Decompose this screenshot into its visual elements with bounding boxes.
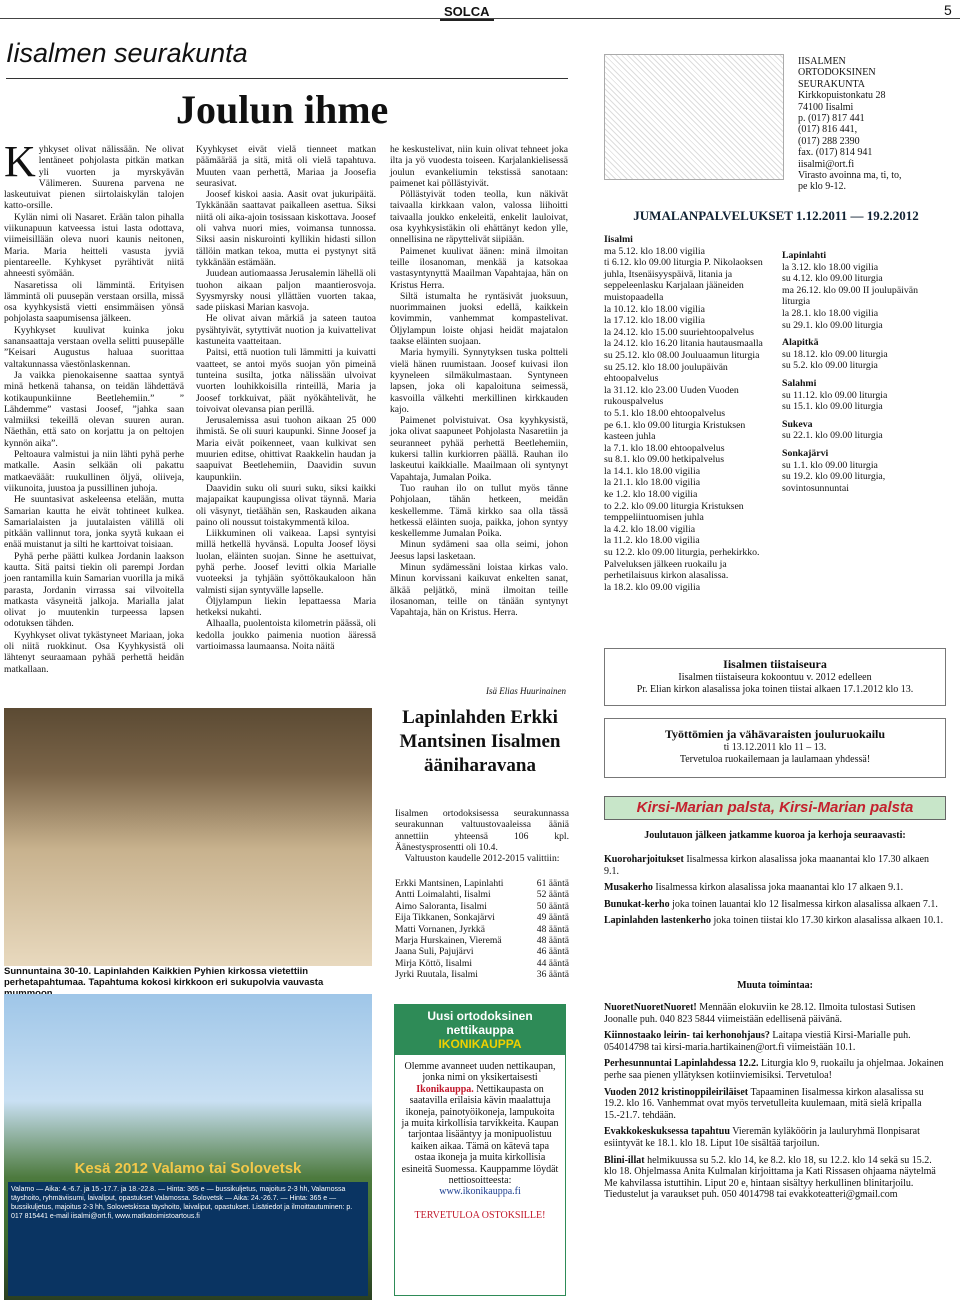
candidate-votes: 48 ääntä: [536, 923, 569, 935]
schedule-item: la 10.12. klo 18.00 vigilia: [604, 303, 705, 315]
candidate-name: Mirja Köttö, Iisalmi: [395, 957, 473, 969]
article-paragraph: He olivat aivan märkiä ja sateen tautoa pysähtyivät, sytyttivät nuotion ja kuivattelivat kastuneita vaatteitaan.: [196, 313, 376, 348]
schedule-item: ke 1.2. klo 18.00 vigilia: [604, 489, 698, 501]
article-paragraph: Pyhä perhe päätti kulkea Jordanin laakson kautta. Sitä paitsi tiekin oli parempi Jordan joen rantamilla kuin Samarian vuorilla ja mikä parasta, Jordanin virrassa sai vilvoitella matkasta väsyneitä jalkoja. Marialla jalat olivat jo muutenkin turpeessa lapsen odotuksen tähden.: [4, 550, 184, 630]
kirsi-item: [604, 882, 946, 894]
schedule-item: la 4.2. klo 18.00 vigilia: [604, 523, 696, 535]
article-paragraph: Joosef kiskoi aasia. Aasit ovat jukuripäitä. Tykkänään saattavat paikalleen asettua. Siksi niitä oli aika-ajoin tosissaan kiskottava. Joosef oli vahva nuori mies, voimansa tunnossa. Siksi aasin niskurointi kyllikin hidasti sillon tällöin matkan tekoa, mutta ei pystynyt sitä tykkänään estämään.: [196, 189, 376, 268]
article-paragraph: Alhaalla, puolentoista kilometrin päässä, oli kedolla joukko paimenia nuotion ääressä vartioimassa laumaansa. Noita näitä: [196, 618, 376, 653]
jouluruokailu-title: Työttömien ja vähävaraisten jouluruokailu: [664, 727, 886, 741]
shop-url[interactable]: www.ikonikauppa.fi: [439, 1186, 521, 1198]
shop-welcome: TERVETULOA OSTOKSILLE!: [414, 1209, 546, 1221]
schedule-item: su 25.12. klo 18.00 joulupäivän ehtoopalvelus: [604, 361, 728, 385]
schedule-item: ti 6.12. klo 09.00 liturgia P. Nikolaoksen juhla, Itsenäisyyspäivä, litania ja seppeleenlasku Karjalaan jääneiden muistopaadella: [604, 257, 763, 303]
parish-info-line: (017) 816 441,: [798, 124, 858, 136]
election-table: [395, 878, 569, 981]
article-paragraph: Öljylampun liekin lepattaessa Maria hetkeksi nukahti.: [196, 595, 376, 619]
travel-ad-body: Valamo — Aika: 4.-6.7. ja 15.-17.7. ja 18.-22.8. — Hinta: 365 e — bussikuljetus, majoitus 2-3 hh, Valamossa täyshoito, ryhmäviisumi, laivaliput, opastukset Valamossa. Solovetsk — Aika: 24.-26.7. — Hinta: 365 e — bussikuljetus, majoitus 2-3 hh, Solovetskissa täyshoito, laivaliput, opastukset. Lisätiedot ja ilmoittautuminen: p. 017 815441 e-mail iisalmi@ort.fi, www.matkatoimistoartous.fi: [8, 1182, 368, 1296]
schedule-place: Sukeva: [782, 418, 813, 430]
schedule-item: ma 5.12. klo 18.00 vigilia: [604, 245, 705, 257]
schedule-item: ma 26.12. klo 09.00 II joulupäivän liturgia: [782, 284, 919, 308]
candidate-name: Aimo Saloranta, Iisalmi: [395, 900, 487, 912]
article-paragraph: He suuntasivat askeleensa etelään, mutta Samarian kautta he eivät tohtineet kulkea. Samarialaisten ja juutalaisten välillä oli pitkään vallinnut tora, jonka syytä kukaan ei enää muistanut ja silti he karttoivat toisiaan.: [4, 494, 184, 551]
kirsi-item-heading: Evakkokeskuksessa tapahtuu: [604, 1126, 730, 1138]
candidate-name: Matti Vornanen, Jyrkkä: [395, 923, 485, 935]
candidate-votes: 49 ääntä: [536, 912, 569, 924]
dropcap-letter: K: [4, 137, 36, 186]
schedule-item: to 5.1. klo 18.00 ehtoopalvelus: [604, 407, 726, 419]
jouluruokailu-box: [604, 718, 946, 778]
shop-text1: Olemme avanneet uuden nettikaupan, jonka nimi on yksikertaisesti: [404, 1061, 556, 1084]
parish-info-line: fax. (017) 814 941: [798, 147, 873, 159]
schedule-item: la 24.12. klo 15.00 suuriehtoopalvelus: [604, 326, 754, 338]
schedule-item: su 5.2. klo 09.00 liturgia: [782, 360, 878, 372]
election-row: [395, 969, 569, 980]
schedule-item: su 18.12. klo 09.00 liturgia: [782, 348, 888, 360]
parish-info-line: 74100 Iisalmi: [798, 101, 854, 113]
page-number: 5: [944, 2, 952, 18]
kirsi-item-text: Tapaaminen Iisalmessa kirkon alasalissa su 19.2. klo 16. Vanhemmat ovat myös tervetulleita kuulemaan, mitä sielä kripalla 15.-21.7. tehdään.: [604, 1086, 924, 1121]
tiistai-title: Iisalmen tiistaiseura: [723, 657, 827, 671]
kirsi-item: [604, 854, 946, 877]
kirsi-item: [604, 915, 946, 927]
schedule-place: Salahmi: [782, 377, 817, 389]
kirsi-items2: [604, 1002, 946, 1206]
schedule-item: la 3.12. klo 18.00 vigilia: [782, 261, 879, 273]
shop-brand: IKONIKAUPPA: [438, 1037, 522, 1051]
article-paragraph: Nasaretissa oli lämmintä. Erityisen lämmintä oli puusepän verstaan orsilla, missä osa kyyhkysistä vietti ensimmäisen yönsä pohjolasta saapumisensa jälkeen.: [4, 279, 184, 325]
candidate-name: Jyrki Ruutala, Iisalmi: [395, 969, 478, 981]
tiistai-l1: Iisalmen tiistaiseura kokoontuu v. 2012 edelleen: [678, 672, 872, 683]
kirsi-item: [604, 1126, 946, 1149]
kirsi-item-text: Vieremän kyläköörin ja lauluryhmä Ilonpisarat esiintyvät ke 18.1. klo 18. Liput 10e sisältää tarjoilun.: [604, 1126, 920, 1149]
article-paragraph: Pöllästyivät toden teolla, kun näkivät taivaalla kirkkaan valon, valossa liihoitti taivaalla joukko enkeleitä, enkelit lauloivat, osa kyyhkysistäkin oli ehättänyt kedon ylle, onnellisina ne räpyttelivät siipiään.: [390, 189, 568, 246]
schedule-item: la 28.1. klo 18.00 vigilia: [782, 307, 879, 319]
article-title: Joulun ihme: [176, 87, 389, 132]
schedule-item: su 15.1. klo 09.00 liturgia: [782, 401, 883, 413]
parish-info: [798, 56, 948, 193]
article-signature: Isä Elias Huurinainen: [486, 686, 566, 696]
kirsi-item-heading: NuoretNuoretNuoret!: [604, 1002, 697, 1013]
kirsi-item-text: helmikuussa su 5.2. klo 14, ke 8.2. klo 18, su 12.2. klo 14 sekä su 15.2. klo 18. Ohjelmassa Anita Kulmalan kirjoittama ja Kati Rissasen ohjaama näytelmä Me kahvilassa istuttihin. Liput 20 e, hintaan sisältyy herkullinen blinitarjoilu. Tiedustelut ja varaukset puh. 050 4014798 tai evakkoteatteri@gmail.com: [604, 1154, 936, 1201]
shop-text2: Nettikaupasta on saatavilla erilaisia kävin maalattuja ikoneja, painotyöikoneja, lampukoita ja muita kirkollisia tarvikkeita. Kaupan tarjontaa lisääntyy ja monipuolistuu kaiken aikaa. Tämä on kätevä tapa ostaa ikoneja ja muita kirkollisia esineitä Suomessa. Kauppamme löydät nettiosoitteesta:: [401, 1083, 559, 1187]
schedule-item: su 19.2. klo 09.00 liturgia, sovintosunnuntai: [782, 471, 886, 494]
article-paragraph: Juudean autiomaassa Jerusalemin lähellä oli tuohon aikaan paljon maantierosvoja. Syysmyrsky nousi yllättäen vuorten takaa, sade piiskasi Marian kasvoja.: [196, 268, 376, 314]
election-row: [395, 946, 569, 957]
parish-info-line: iisalmi@ort.fi: [798, 158, 855, 170]
schedule-item: la 11.2. klo 18.00 vigilia: [604, 535, 700, 547]
election-title: Lapinlahden Erkki Mantsinen Iisalmen ääniharavana: [399, 707, 561, 776]
election-intro-text: Iisalmen ortodoksisessa seurakunnassa seurakunnan valtuustovaaleissa ääniä annettiin yhteensä 106 kpl. Äänestysprosentti oli 10.4.: [395, 808, 569, 853]
election-row: [395, 878, 569, 889]
article-col-2: [196, 144, 376, 652]
schedule-item: su 12.2. klo 09.00 liturgia, perhekirkko. Palveluksen jälkeen ruokailu ja perhetilaisuus kirkon alasalissa.: [604, 547, 760, 582]
article-paragraph: Siltä istumalta he ryntäsivät juoksuun, nuorimmainen juoksi edellä, kaikkein kovimmin, vanhemmat kompastelivat. Öljylampun loiste ohjasi heidät majatalon taakse eläinten suojaan.: [390, 290, 568, 348]
candidate-votes: 52 ääntä: [536, 889, 569, 901]
parish-info-line: p. (017) 817 441: [798, 113, 865, 125]
article-paragraph: he keskustelivat, niin kuin olivat tehneet joka ilta ja yö vuodesta toiseen. Karjalankielisessä joulun evankeliumin tekstissä sanotaan: paimenet kai pöllästyivät.: [390, 144, 568, 189]
article-paragraph: Kylän nimi oli Nasaret. Erään talon pihalla viikunapuun katveessa istui lasta odottava, viimeisillään oleva nuori kaunis neitonen, Maria. Maria heitteli vasusta jyviä pientareelle. Kyhkyset pyrähtivät niitä ahneesti syömään.: [4, 211, 184, 280]
article-paragraph: Maria hymyili. Synnytyksen tuska poltteli vielä hänen ruumistaan. Joosef kuivasi ilon kyyneleen silmäkulmastaan. Syntyneen lapsen, joka oli kapaloituna seimessä, kasvoilla välkehti merkillinen kirkkauden kajo.: [390, 347, 568, 415]
schedule-item: la 21.1. klo 18.00 vigilia: [604, 477, 701, 489]
election-row: [395, 901, 569, 912]
photo-caption: Sunnuntaina 30-10. Lapinlahden Kaikkien Pyhien kirkossa vietettiin perhetapahtumaa. Tapahtuma kokosi kirkkoon eri sukupolvia vauvasta: [4, 966, 324, 988]
schedule-item: su 29.1. klo 09.00 liturgia: [782, 319, 883, 331]
election-sub: Valtuuston kaudelle 2012-2015 valittiin:: [404, 853, 560, 865]
article-paragraph: Paimenet polvistuivat. Osa kyyhkysistä, joka olivat saapuneet Pohjolasta Nasaretiin ja seuranneet pyhää perhettä Beetlehemiin, kukersi tallin kurkiorren päällä. Rauhan ilo laskeutui kaikkialle. Maailmaan oli syntynyt Vapahtaja, Jumalan Poika.: [390, 415, 568, 483]
candidate-name: Eija Tikkanen, Sonkajärvi: [395, 912, 495, 924]
schedule-place: Lapinlahti: [782, 250, 827, 261]
candidate-votes: 61 ääntä: [536, 878, 569, 889]
parish-info-line: IISALMEN: [798, 56, 846, 67]
kirsi-item-heading: Vuoden 2012 kristinoppileiriläiset: [604, 1086, 749, 1098]
schedule-item: su 8.1. klo 09.00 hetkipalvelus: [604, 454, 725, 466]
election-row: [395, 958, 569, 969]
candidate-name: Erkki Mantsinen, Lapinlahti: [395, 878, 504, 889]
kirsi-item-heading: Blini-illat: [604, 1154, 645, 1166]
schedule-item: to 2.2. klo 09.00 liturgia Kristuksen temppeliintuomisen juhla: [604, 500, 744, 524]
section-title: Iisalmen seurakunta: [6, 38, 248, 68]
candidate-name: Jaana Suli, Pajujärvi: [395, 946, 474, 958]
shop-heading: Uusi ortodoksinen nettikauppa: [427, 1009, 533, 1037]
parish-info-line: ORTODOKSINEN: [798, 67, 876, 79]
shop-brand-inline: Ikonikauppa.: [416, 1083, 474, 1095]
kirsi-item-text: Mennään elokuviin ke 28.12. Ilmoita tulostasi Sutisen Joonalle puh. 040 823 5844 viimeistään edellisenä päivänä.: [604, 1002, 916, 1025]
schedule-item: su 4.12. klo 09.00 liturgia: [782, 273, 883, 285]
kirsi-muuta: Muuta toimintaa:: [737, 980, 813, 991]
parish-info-line: pe klo 9-12.: [798, 181, 847, 193]
kirsi-item-heading: Perhesunnuntai Lapinlahdessa 12.2.: [604, 1058, 759, 1070]
services-title: JUMALANPALVELUKSET 1.12.2011 — 19.2.2012: [633, 208, 919, 223]
schedule-item: la 14.1. klo 18.00 vigilia: [604, 465, 701, 477]
kirsi-item-text: Liturgia klo 9, ruokailu ja ohjelmaa. Jokainen perhe saa pienen yllätyksen kotiinviemisiksi. Tervetuloa!: [604, 1058, 944, 1081]
article-paragraph: Peltoaura valmistui ja niin lähti pyhä perhe matkalle. Aasin selkään oli pakattu matkaevääät: ruukullinen öljyä, oliiveja, viikunoita, juustoa ja pussillinen juhoja.: [4, 449, 184, 494]
kirsi-item-heading: Kuoroharjoitukset: [604, 854, 684, 865]
solca-logo: SOLCA: [440, 4, 494, 21]
article-paragraph: Paimenet kuulivat äänen: minä ilmoitan teille ilosanoman, menkää ja katsokaa vastasyntynyttä Maailman Vapahtajaa, hän on Kristus Herra.: [390, 245, 568, 291]
schedule-item: su 25.12. klo 08.00 Jouluaamun liturgia: [604, 349, 760, 361]
election-intro: [395, 808, 569, 864]
article-col-1: [4, 137, 184, 675]
tiistai-box: [604, 648, 946, 706]
kirsi-item: [604, 1058, 946, 1081]
section-rule: [6, 78, 568, 79]
candidate-votes: 48 ääntä: [536, 935, 569, 947]
candidate-name: Marja Hurskainen, Vieremä: [395, 935, 502, 947]
schedule-place: Iisalmi: [604, 234, 633, 245]
election-row: [395, 912, 569, 923]
article-paragraph: Kyyhkyset eivät vielä tienneet matkan päämäärää ja sitä, mitä oli vielä tapahtuva. Muuten vaan perhettä, Mariaa ja Joosefia seurasivat.: [196, 144, 376, 189]
family-event-photo: [4, 708, 372, 966]
article-paragraph: Kyyhkyset olivat tykästyneet Mariaan, joka oli niitä ruokkinut. Osa Kyyhkysistä oli lähtenyt seuraamaan pyhää perhettä heidän matkallaan.: [4, 629, 184, 675]
kirsi-item-heading: Musakerho: [604, 882, 653, 894]
article-paragraph: Kyyhkyset kuulivat kuinka joku sanansaattaja verstaan ovella selitti puusepälle ”Keisari Augustus haluaa suorittaa valtakunnassa väestönlaskennan.: [4, 324, 184, 370]
kirsi-title: Kirsi-Marian palsta, Kirsi-Marian palsta: [604, 796, 946, 820]
schedule-item: la 18.2. klo 09.00 vigilia: [604, 581, 701, 593]
kirsi-item-heading: Lapinlahden lastenkerho: [604, 915, 711, 927]
schedule-item: la 24.12. klo 16.20 litania hautausmaalla: [604, 338, 763, 350]
article-paragraph: Daavidin suku oli suuri suku, siksi kaikki majapaikat kaupungissa olivat täynnä. Maria oli väsynyt, tietäähän sen, Raskauden aikana paino oli noussut toistakymmentä kiloa.: [196, 482, 376, 528]
schedule-item: su 1.1. klo 09.00 liturgia: [782, 459, 878, 471]
candidate-votes: 44 ääntä: [536, 957, 569, 969]
shop-box: [394, 1004, 566, 1296]
kirsi-item-heading: Kiinnostaako leirin- tai kerhonohjaus?: [604, 1030, 770, 1042]
schedule-item: la 17.12. klo 18.00 vigilia: [604, 315, 705, 327]
parish-info-line: SEURAKUNTA: [798, 78, 865, 90]
church-drawing: [604, 54, 784, 180]
article-paragraph: Minun sydämessäni loistaa kirkas valo. Minun korvissani kaikuvat enkelten sanat, älkää peljätkö, minä ilmoitan teille ilosanoman, teille on tänään syntynyt Vapahtaja, hän on Kristus. Herra.: [390, 561, 568, 619]
kirsi-item-text: Laitapa viestiä Kirsi-Marialle puh. 054014798 tai kirsi-maria.hartikainen@ort.fi viimeistään 10.1.: [604, 1030, 911, 1053]
kirsi-items: [604, 854, 946, 932]
schedule-place: Alapitkä: [782, 337, 819, 349]
parish-info-line: Virasto avoinna ma, ti, to,: [798, 170, 902, 182]
schedule-iisalmi: [604, 234, 772, 593]
kirsi-item: [604, 1030, 946, 1053]
article-col-3: [390, 144, 568, 618]
candidate-name: Antti Loimalahti, Iisalmi: [395, 889, 491, 901]
article-paragraph: Ja vaikka pienokaisenne saattaa syntyä minä hetkenä tahansa, on teidän lähdettävä kotikaupunkiinne Beetlehemiin.” ” Lähdemme” vastasi Joosef, ”jahka saan valmiiksi tekeillä olevan suuren auran. Näethän, että sato on korjattu ja on peltojen kynnön aika”.: [4, 369, 184, 449]
kirsi-item-text: Iisalmessa kirkon alasalissa joka maanantai klo 17.30 alkaen 9.1.: [604, 854, 930, 877]
article-paragraph: Paitsi, että nuotion tuli lämmitti ja kuivatti vaatteet, se antoi myös suojan yön pimeinä tunteina susilta, jotka nälissään ulvoivat vuorten louhikkoisilla rinteillä, Maria ja Joosef torkkuivat, päät nyökähtelivät, he toivoivat olevansa pian perillä.: [196, 347, 376, 415]
schedule-item: pe 6.1. klo 09.00 liturgia Kristuksen kasteen juhla: [604, 419, 746, 443]
kirsi-item-text: joka toinen tiistai klo 17.30 kirkon alasalissa alkaen 10.1.: [713, 915, 944, 927]
candidate-votes: 36 ääntä: [536, 969, 569, 981]
article-paragraph: Minun sydämeni saa olla seimi, johon Jeesus lapsi lasketaan.: [390, 539, 568, 562]
jouluruokailu-l1: ti 13.12.2011 klo 11 – 13.: [723, 742, 827, 753]
kirsi-item: [604, 1155, 946, 1201]
schedule-place: Sonkajärvi: [782, 447, 829, 459]
candidate-votes: 50 ääntä: [536, 900, 569, 912]
schedule-item: su 11.12. klo 09.00 liturgia: [782, 389, 888, 401]
article-paragraph: Liikkuminen oli vaikeaa. Lapsi syntyisi millä hetkellä hyvänsä. Lopulta Joosef löysi luolan, eläinten suojan. Sinne he asettuivat, pyhä perhe. Joosef levitti olkia Marialle vuoteeksi ja tyhjään syöttökaukaloon hän valmisti sijan syntyvälle lapselle.: [196, 528, 376, 596]
candidate-votes: 46 ääntä: [536, 946, 569, 958]
kirsi-item: [604, 1002, 946, 1025]
travel-ad-title: Kesä 2012 Valamo tai Solovetsk: [74, 1160, 302, 1177]
article-paragraph: Kyhkyset olivat nälissään. Ne olivat lentäneet pohjolasta pitkän matkan yli vuorten ja myrskyävän Välimeren. Suurena parvena ne laskeutuivat pienen siirtolaiskylän talojen katto-orsille.: [4, 137, 184, 212]
kirsi-item: [604, 1087, 946, 1122]
tiistai-l2: Pr. Elian kirkon alasalissa joka toinen tiistai alkaen 17.1.2012 klo 13.: [636, 684, 914, 695]
kirsi-item-text: joka toinen lauantai klo 12 Iisalmessa kirkon alasalissa alkaen 7.1.: [672, 898, 938, 910]
jouluruokailu-l2: Tervetuloa ruokailemaan ja laulamaan yhdessä!: [679, 754, 871, 765]
parish-info-line: (017) 288 2390: [798, 135, 860, 147]
election-row: [395, 924, 569, 935]
schedule-item: la 31.12. klo 23.00 Uuden Vuoden rukouspalvelus: [604, 384, 739, 408]
kirsi-item: [604, 899, 946, 911]
kirsi-item-text: Iisalmessa kirkon alasalissa joka maanantai klo 17 alkaen 9.1.: [655, 882, 904, 894]
schedule-others: [782, 244, 948, 494]
article-paragraph: Jerusalemissa asui tuohon aikaan 25 000 ihmistä. Se oli suuri kaupunki. Sinne Joosef ja Maria eivät poikenneet, vaan kulkivat sen muurien editse, ohittivat Raakkelin haudan ja saapuivat Beetlehemiin, Daavidin suvun kaupunkiin.: [196, 415, 376, 483]
kirsi-item-heading: Bunukat-kerho: [604, 898, 670, 910]
parish-info-line: Kirkkopuistonkatu 28: [798, 90, 886, 102]
article-paragraph: Tuo rauhan ilo on tullut myös tänne Pohjolaan, tähän hetkeen, meidän keskellemme. Tämä kirkko saa olla tässä hetkessä eläinten suoja, paikka, johon syntyy keskellemme Jumalan Poika.: [390, 482, 568, 540]
election-row: [395, 935, 569, 946]
schedule-item: la 7.1. klo 18.00 ehtoopalvelus: [604, 442, 725, 454]
kirsi-intro: Joulutauon jälkeen jatkamme kuoroa ja kerhoja seuraavasti:: [644, 830, 906, 841]
election-row: [395, 889, 569, 900]
schedule-item: su 22.1. klo 09.00 liturgia: [782, 430, 883, 442]
